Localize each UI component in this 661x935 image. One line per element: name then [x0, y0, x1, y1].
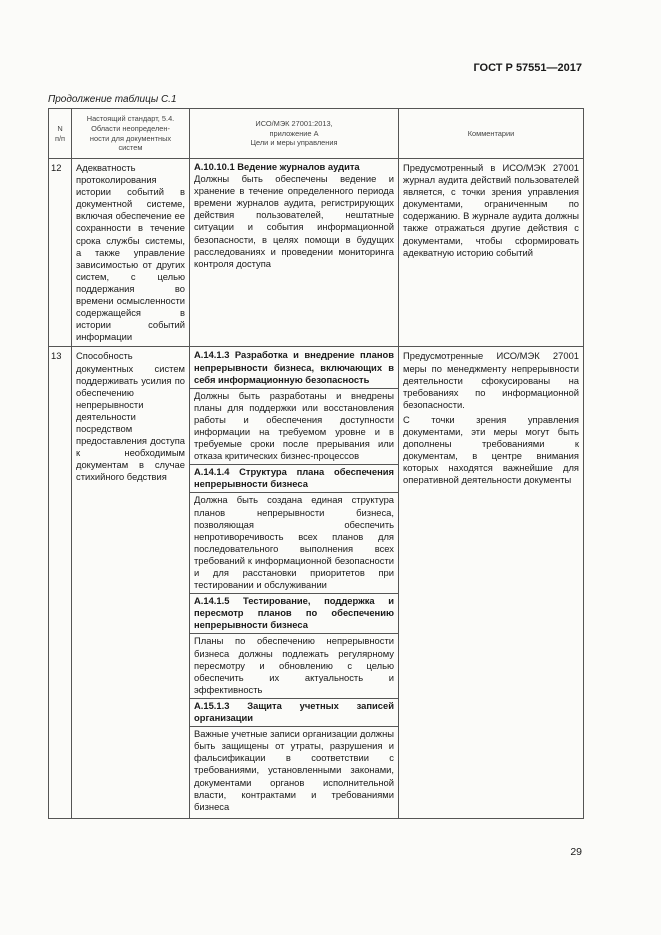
- control-title: A.10.10.1 Ведение журналов аудита: [194, 161, 360, 172]
- control-block: [190, 493, 398, 594]
- row-number: 13: [49, 347, 72, 818]
- control-block: [190, 699, 398, 727]
- controls-cell: [190, 347, 399, 818]
- comment-paragraph: Предусмотренные ИСО/МЭК 27001 меры по менеджменту непрерывности деятельности сфокусированы на требованиях по информационной безопасности.: [403, 350, 579, 410]
- control-block: [190, 634, 398, 698]
- comment-paragraph: Предусмотренный в ИСО/МЭК 27001 журнал аудита действий пользователей является, с точки зрения управления документами, ограниченным по содержанию. В журнале аудита должны также отражаться другие действия с документами, чтобы сформировать адекватную историю событий: [403, 162, 579, 258]
- control-title: A.15.1.3 Защита учетных записей организации: [194, 699, 394, 724]
- control-block: [190, 594, 398, 634]
- document-code: ГОСТ Р 57551—2017: [473, 62, 582, 74]
- control-block: [190, 389, 398, 466]
- control-title: A.14.1.5 Тестирование, поддержка и пересмотр планов по обеспечению непрерывности бизнеса: [194, 595, 394, 631]
- comment-paragraph: С точки зрения управления документами, эти меры могут быть дополнены требованиями к документам, в центре внимания которых находятся важнейшие для оперативной деятельности документы: [403, 413, 579, 486]
- uncertainty-area-cell: Способность документных систем поддерживать усилия по обеспечению непрерывности деятельности посредством предоставления доступа к необходимым документам в случае стихийного бедствия: [72, 347, 190, 818]
- page-number: 29: [570, 846, 582, 858]
- header-number: N п/п: [49, 109, 72, 159]
- control-text: Планы по обеспечению непрерывности бизнеса должны подлежать регулярному пересмотру и обновлению с целью обеспечить их актуальность и эффективность: [194, 635, 394, 695]
- header-uncertainty-area: Настоящий стандарт, 5.4. Области неопределен- ности для документных систем: [72, 109, 190, 159]
- control-text: Должны быть разработаны и внедрены планы для поддержки или восстановления работы и обеспечения доступности информации на требуемом уровне и в требуемые сроки после прерывания или отказа критических бизнес-процессов: [194, 389, 394, 462]
- control-block: [190, 349, 398, 388]
- header-comments: Комментарии: [399, 109, 584, 159]
- control-text: Должны быть обеспечены ведение и хранение в течение определенного периода времени журналов аудита, регистрирующих действия пользователей, нештатные ситуации и события информационной безопасности, в целях помощи в будущих расследованиях и проведении мониторинга контроля доступа: [194, 173, 394, 269]
- comments-cell: [399, 159, 584, 347]
- uncertainty-area-cell: Адекватность протоколирования истории событий в документной системе, включая обеспечение ее сохранности в течение срока службы системы, а также управление зависимостью от других систем, с целью поддержания во времени осмысленности содержащейся в истории событий информации: [72, 159, 190, 347]
- standards-table: [48, 108, 584, 819]
- table-row: [49, 347, 584, 818]
- comments-cell: [399, 347, 584, 818]
- table-row: [49, 159, 584, 347]
- table-continuation-caption: Продолжение таблицы С.1: [48, 94, 177, 105]
- row-number: 12: [49, 159, 72, 347]
- control-block: [190, 727, 398, 815]
- controls-cell: [190, 159, 399, 347]
- control-title: A.14.1.4 Структура плана обеспечения непрерывности бизнеса: [194, 466, 394, 490]
- table-header-row: [49, 109, 584, 159]
- control-text: Важные учетные записи организации должны быть защищены от утраты, разрушения и фальсификации в соответствии с требованиями, установленными законами, документами органов исполнительной власти, контрактами и требованиями бизнеса: [194, 728, 394, 812]
- control-block: [190, 161, 398, 272]
- control-text: Должна быть создана единая структура планов непрерывности бизнеса, позволяющая обеспечить непротиворечивость всех планов для последовательного выполнения всех требований к информационной безопасности и для расстановки приоритетов при тестировании и обслуживании: [194, 494, 394, 591]
- header-iso-controls: ИСО/МЭК 27001:2013, приложение А Цели и меры управления: [190, 109, 399, 159]
- control-title: A.14.1.3 Разработка и внедрение планов непрерывности бизнеса, включающих в себя информационную безопасность: [194, 349, 394, 385]
- control-block: [190, 465, 398, 493]
